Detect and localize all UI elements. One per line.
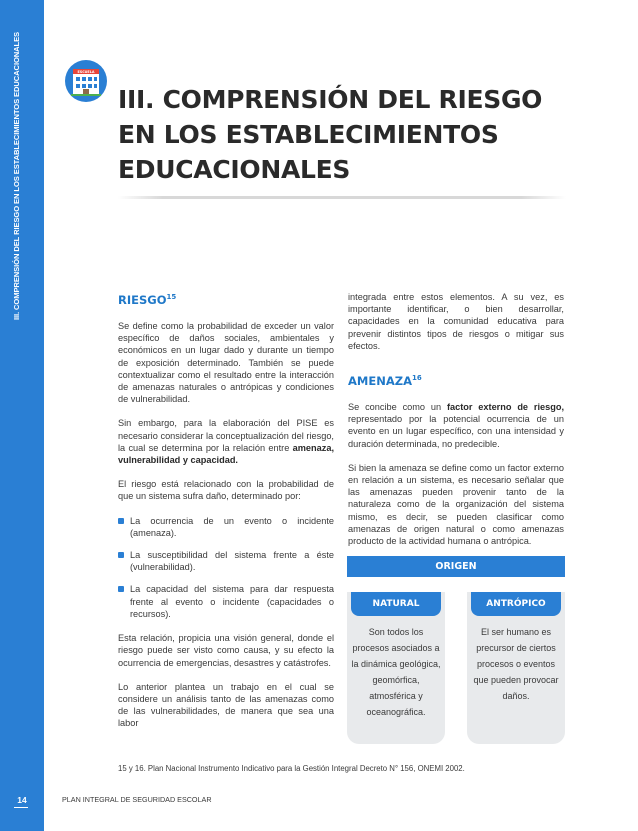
left-column <box>118 291 334 742</box>
origin-diagram <box>347 556 565 744</box>
natural-description: Son todos los procesos asociados a la dinámica geológica, geomórfica, atmosférica y oceanográfica. <box>351 627 441 717</box>
riesgo-paragraph-2: Sin embargo, para la elaboración del PISE es necesario considerar la conceptualización del riesgo, la cual se determina por la relación entre amenaza, vulnerabilidad y capacidad. <box>118 418 334 466</box>
title-line-1: III. COMPRENSIÓN DEL RIESGO <box>118 85 543 114</box>
amenaza-emphasis: factor externo de riesgo, <box>446 402 564 413</box>
school-icon <box>64 59 108 103</box>
natural-card <box>347 592 445 744</box>
sidebar-section-label: III. COMPRENSIÓN DEL RIESGO EN LOS ESTABLECIMIENTOS EDUCACIONALES <box>12 32 21 320</box>
sidebar <box>0 0 44 831</box>
origin-heading: ORIGEN <box>347 556 565 577</box>
bullet-icon <box>118 518 124 524</box>
riesgo-emphasis: amenaza, vulnerabilidad y capacidad. <box>118 442 334 466</box>
list-item: La susceptibilidad del sistema frente a éste (vulnerabilidad). <box>118 549 334 573</box>
title-divider <box>118 196 566 199</box>
riesgo-heading: RIESGO$^{15}$ <box>118 292 177 307</box>
antropico-card <box>467 592 565 744</box>
page-number: 14 <box>17 795 27 805</box>
list-item: La capacidad del sistema para dar respuesta frente al evento o incidente (capacidades o recursos). <box>118 583 334 620</box>
bullet-icon <box>118 586 124 592</box>
right-column <box>348 291 564 559</box>
riesgo-paragraph-3: El riesgo está relacionado con la probabilidad de que un sistema sufra daño, determinado por: <box>118 479 334 502</box>
footnote: 15 y 16. Plan Nacional Instrumento Indicativo para la Gestión Integral Decreto N° 156, ONEMI 2002. <box>118 764 465 773</box>
natural-label: NATURAL <box>351 592 441 616</box>
amenaza-paragraph-1: Se concibe como un factor externo de riesgo, representado por la potencial ocurrencia de un evento en un lugar específico, con una intensidad y duración determinada, no predecible. <box>348 402 564 449</box>
riesgo-paragraph-5: Lo anterior plantea un trabajo en el cual se considere un análisis tanto de las amenazas como de las vulnerabilidades, de manera que sea una labor <box>118 681 334 729</box>
antropico-description: El ser humano es precursor de ciertos procesos o eventos que pueden provocar daños. <box>473 627 559 701</box>
title-line-2: EN LOS ESTABLECIMIENTOS <box>118 120 499 149</box>
title-line-3: EDUCACIONALES <box>118 155 351 184</box>
antropico-label: ANTRÓPICO <box>471 592 561 616</box>
riesgo-paragraph-4: Esta relación, propicia una visión general, donde el riesgo puede ser visto como causa, y su efecto la ocurrencia de emergencias, desastres y catástrofes. <box>118 633 334 668</box>
footer-title: PLAN INTEGRAL DE SEGURIDAD ESCOLAR <box>62 795 212 804</box>
school-sign-text: ESCUELA <box>77 70 95 74</box>
page-title <box>118 82 598 187</box>
list-item: La ocurrencia de un evento o incidente (amenaza). <box>118 515 334 539</box>
page-number-underline <box>14 807 28 808</box>
riesgo-bullet-list <box>118 515 334 620</box>
riesgo-paragraph-1: Se define como la probabilidad de exceder un valor específico de daños sociales, ambientales y económicos en un lugar dado y durante un tiempo de exposición determinado. También se puede contextualizar como el resultado entre la interacción de amenazas naturales o antrópicas y condiciones de vulnerabilidad. <box>118 321 334 405</box>
amenaza-paragraph-2: Si bien la amenaza se define como un factor externo en relación a un sistema, es necesario señalar que las amenazas pueden provenir tanto de la naturaleza como de la organización del sistema mismo, es decir, se pueden clasificar como amenazas de origen natural o como amenazas producto de la actividad humana o antrópica. <box>348 462 564 547</box>
riesgo-paragraph-continued: integrada entre estos elementos. A su vez, es importante identificar, o bien desarrollar, capacidades en la comunidad educativa para prevenir distintos tipos de riesgos o mitigar sus efectos. <box>348 292 564 351</box>
bullet-icon <box>118 552 124 558</box>
amenaza-heading: AMENAZA$^{16}$ <box>348 373 422 388</box>
